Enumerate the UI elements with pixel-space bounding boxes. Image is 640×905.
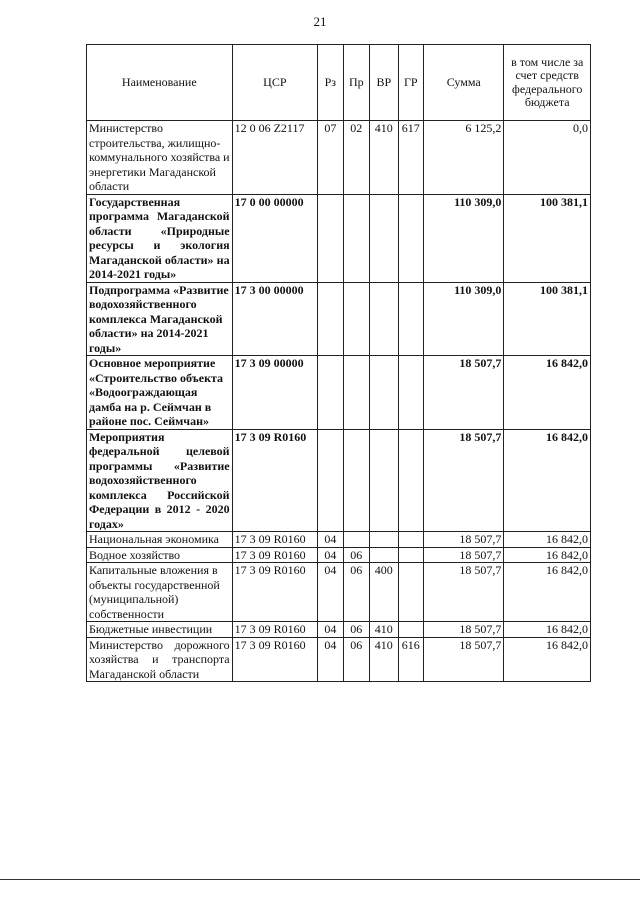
header-rz: Рз <box>318 45 343 121</box>
table-row <box>87 282 591 356</box>
row-gr <box>398 356 423 430</box>
row-name: Национальная экономика <box>87 532 233 548</box>
row-sum: 18 507,7 <box>423 622 503 638</box>
row-federal: 16 842,0 <box>504 356 591 430</box>
row-csr: 17 0 00 00000 <box>232 194 318 282</box>
row-pr <box>343 429 369 532</box>
row-sum: 18 507,7 <box>423 356 503 430</box>
row-name: Капитальные вложения в объекты государственной (муниципальной) собственности <box>87 563 233 622</box>
row-vr: 410 <box>370 637 399 682</box>
row-gr <box>398 547 423 563</box>
row-rz <box>318 356 343 430</box>
header-vr: ВР <box>370 45 399 121</box>
row-sum: 18 507,7 <box>423 532 503 548</box>
row-pr: 02 <box>343 121 369 195</box>
row-sum: 18 507,7 <box>423 547 503 563</box>
bottom-divider <box>0 879 640 880</box>
row-csr: 17 3 09 R0160 <box>232 429 318 532</box>
row-csr: 17 3 09 R0160 <box>232 563 318 622</box>
row-federal: 100 381,1 <box>504 194 591 282</box>
row-pr <box>343 194 369 282</box>
row-gr <box>398 532 423 548</box>
row-rz: 07 <box>318 121 343 195</box>
row-pr: 06 <box>343 547 369 563</box>
row-csr: 17 3 09 R0160 <box>232 622 318 638</box>
row-name: Водное хозяйство <box>87 547 233 563</box>
row-gr <box>398 622 423 638</box>
page-number: 21 <box>313 14 327 29</box>
row-vr <box>370 356 399 430</box>
row-sum: 6 125,2 <box>423 121 503 195</box>
row-gr <box>398 282 423 356</box>
row-rz: 04 <box>318 547 343 563</box>
table-header-row <box>87 45 591 121</box>
header-csr: ЦСР <box>232 45 318 121</box>
row-gr: 616 <box>398 637 423 682</box>
row-name: Министерство строительства, жилищно-коммунального хозяйства и энергетики Магаданской области <box>87 121 233 195</box>
row-gr <box>398 194 423 282</box>
table-row <box>87 532 591 548</box>
budget-table <box>86 44 591 682</box>
row-pr: 06 <box>343 622 369 638</box>
row-vr <box>370 194 399 282</box>
row-vr <box>370 532 399 548</box>
row-vr: 410 <box>370 622 399 638</box>
row-rz: 04 <box>318 563 343 622</box>
row-sum: 110 309,0 <box>423 194 503 282</box>
row-federal: 0,0 <box>504 121 591 195</box>
header-gr: ГР <box>398 45 423 121</box>
row-rz: 04 <box>318 622 343 638</box>
row-name: Мероприятия федеральной целевой программы «Развитие водохозяйственного комплекса Российской Федерации в 2012 - 2020 годах» <box>87 429 233 532</box>
row-gr <box>398 563 423 622</box>
row-sum: 18 507,7 <box>423 637 503 682</box>
row-rz <box>318 282 343 356</box>
table-row <box>87 194 591 282</box>
row-federal: 100 381,1 <box>504 282 591 356</box>
row-pr: 06 <box>343 563 369 622</box>
row-federal: 16 842,0 <box>504 622 591 638</box>
row-federal: 16 842,0 <box>504 563 591 622</box>
table-row <box>87 622 591 638</box>
row-csr: 17 3 09 R0160 <box>232 547 318 563</box>
row-name: Государственная программа Магаданской области «Природные ресурсы и экология Магаданской области» на 2014-2021 годы» <box>87 194 233 282</box>
row-federal: 16 842,0 <box>504 637 591 682</box>
row-csr: 17 3 09 R0160 <box>232 532 318 548</box>
row-name: Министерство дорожного хозяйства и транспорта Магаданской области <box>87 637 233 682</box>
row-rz <box>318 429 343 532</box>
header-sum: Сумма <box>423 45 503 121</box>
row-pr <box>343 532 369 548</box>
row-federal: 16 842,0 <box>504 547 591 563</box>
row-pr <box>343 356 369 430</box>
table-row <box>87 121 591 195</box>
header-federal: в том числе за счет средств федерального бюджета <box>504 45 591 121</box>
header-name: Наименование <box>87 45 233 121</box>
row-vr: 400 <box>370 563 399 622</box>
row-vr <box>370 547 399 563</box>
row-pr: 06 <box>343 637 369 682</box>
row-name: Бюджетные инвестиции <box>87 622 233 638</box>
row-csr: 12 0 06 Z2117 <box>232 121 318 195</box>
row-gr: 617 <box>398 121 423 195</box>
row-rz: 04 <box>318 532 343 548</box>
row-rz <box>318 194 343 282</box>
table-row <box>87 563 591 622</box>
row-vr <box>370 282 399 356</box>
table-row <box>87 429 591 532</box>
row-vr: 410 <box>370 121 399 195</box>
row-sum: 18 507,7 <box>423 429 503 532</box>
row-name: Подпрограмма «Развитие водохозяйственного комплекса Магаданской области» на 2014-2021 годы» <box>87 282 233 356</box>
row-rz: 04 <box>318 637 343 682</box>
header-pr: Пр <box>343 45 369 121</box>
row-gr <box>398 429 423 532</box>
row-vr <box>370 429 399 532</box>
row-sum: 110 309,0 <box>423 282 503 356</box>
row-name: Основное мероприятие «Строительство объекта «Водоограждающая дамба на р. Сеймчан в районе пос. Сеймчан» <box>87 356 233 430</box>
row-federal: 16 842,0 <box>504 532 591 548</box>
table-row <box>87 637 591 682</box>
row-csr: 17 3 09 R0160 <box>232 637 318 682</box>
row-federal: 16 842,0 <box>504 429 591 532</box>
row-csr: 17 3 00 00000 <box>232 282 318 356</box>
table-row <box>87 356 591 430</box>
row-csr: 17 3 09 00000 <box>232 356 318 430</box>
row-pr <box>343 282 369 356</box>
table-row <box>87 547 591 563</box>
row-sum: 18 507,7 <box>423 563 503 622</box>
